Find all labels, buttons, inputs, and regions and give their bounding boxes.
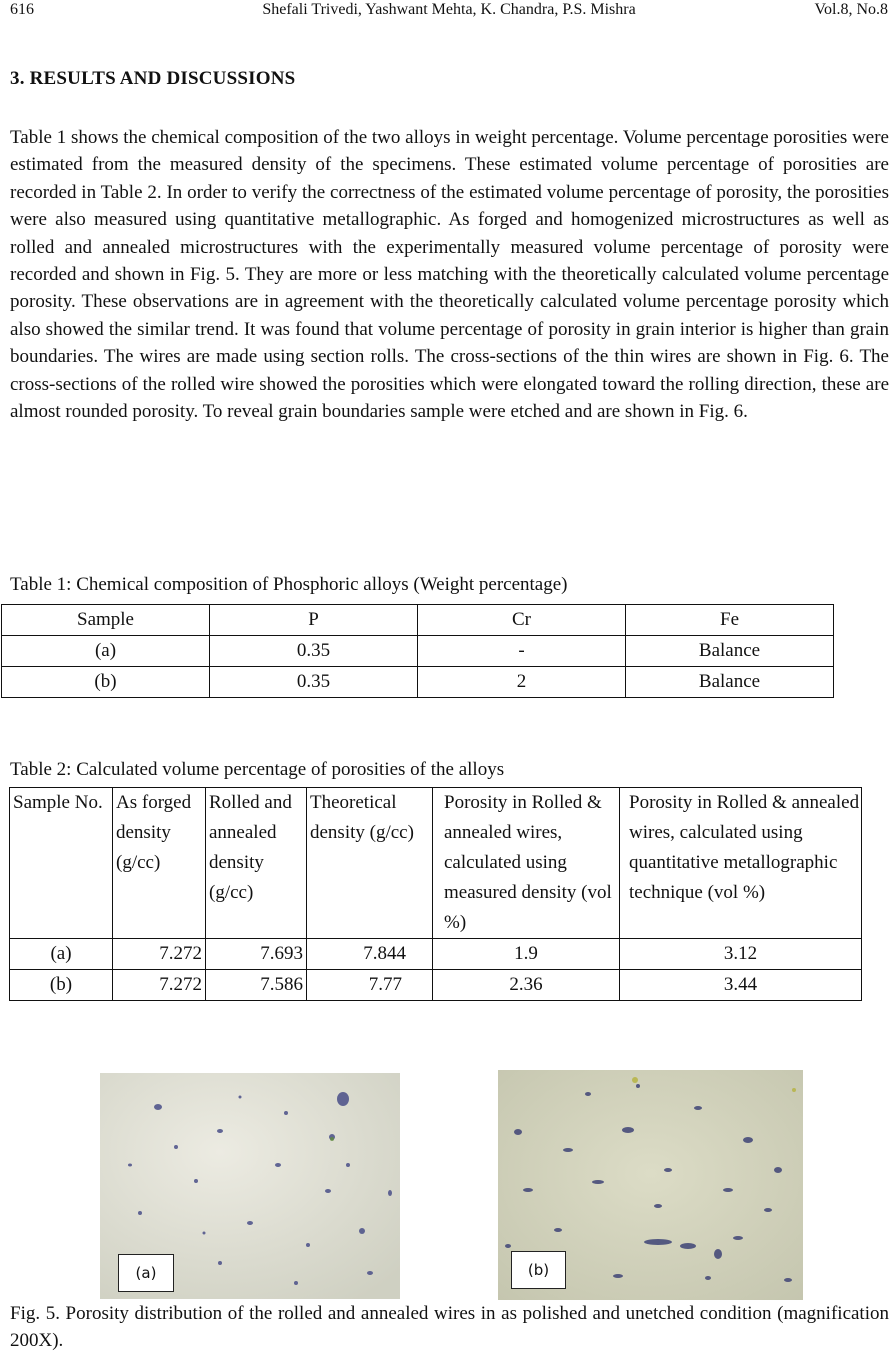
table-row xyxy=(2,667,834,698)
body-paragraph: Table 1 shows the chemical composition of the two alloys in weight percentage. Volume percentage porosities were estimated from the measured density of the specimens. These estimated volume percentage of porosities are recorded in Table 2. In order to verify the correctness of the estimated volume percentage of porosity, the porosities were also measured using quantitative metallographic. As forged and homogenized microstructures as well as rolled and annealed microstructures with the experimentally measured volume percentage of porosity were recorded and shown in Fig. 5. They are more or less matching with the theoretically calculated volume percentage porosity. These observations are in agreement with the theoretically calculated volume percentage porosity which also showed the similar trend. It was found that volume percentage of porosity in grain interior is higher than grain boundaries. The wires are made using section rolls. The cross-sections of the thin wires are shown in Fig. 6. The cross-sections of the rolled wire showed the porosities which were elongated toward the rolling direction, these are almost rounded porosity. To reveal grain boundaries sample were etched and are shown in Fig. 6. xyxy=(10,127,889,423)
table-cell: 7.844 xyxy=(307,939,433,970)
table2-caption: Table 2: Calculated volume percentage of porosities of the alloys xyxy=(10,759,505,780)
table-cell: 7.272 xyxy=(113,970,206,1001)
table-cell: 7.77 xyxy=(307,970,433,1001)
header-text: Rolled and annealed density (g/cc) xyxy=(209,792,292,903)
section-heading: 3. RESULTS AND DISCUSSIONS xyxy=(10,68,296,89)
table-cell: 3.12 xyxy=(620,939,862,970)
page-number: 616 xyxy=(10,1,34,18)
table-header-cell xyxy=(620,788,862,939)
table-row xyxy=(2,636,834,667)
table-cell: 7.272 xyxy=(113,939,206,970)
table1-caption: Table 1: Chemical composition of Phosphoric alloys (Weight percentage) xyxy=(10,574,568,595)
panel-b-label: (b) xyxy=(511,1251,566,1289)
table-cell: 2.36 xyxy=(433,970,620,1001)
journal-volume: Vol.8, No.8 xyxy=(814,1,888,18)
table-header-cell xyxy=(307,788,433,939)
table-cell: 1.9 xyxy=(433,939,620,970)
table-header-cell: P xyxy=(210,605,418,636)
composition-table xyxy=(1,604,834,698)
table-header-cell xyxy=(113,788,206,939)
table-row xyxy=(10,939,862,970)
table-header-cell: Cr xyxy=(418,605,626,636)
table-cell: (a) xyxy=(2,636,210,667)
header-text: Porosity in Rolled & annealed wires, calculated using quantitative metallographic technique (vol %) xyxy=(629,792,860,903)
table-cell: (b) xyxy=(2,667,210,698)
table-cell: 7.586 xyxy=(206,970,307,1001)
panel-a-label: (a) xyxy=(118,1254,174,1292)
table-cell: 7.693 xyxy=(206,939,307,970)
header-text: Theoretical density (g/cc) xyxy=(310,792,414,843)
running-authors: Shefali Trivedi, Yashwant Mehta, K. Chandra, P.S. Mishra xyxy=(262,1,636,18)
table-cell: Balance xyxy=(626,636,834,667)
table-cell: - xyxy=(418,636,626,667)
table-header-cell xyxy=(206,788,307,939)
table-cell: 0.35 xyxy=(210,636,418,667)
table-cell: 0.35 xyxy=(210,667,418,698)
table-header-cell xyxy=(10,788,113,939)
table-header-cell xyxy=(433,788,620,939)
figure-caption: Fig. 5. Porosity distribution of the rolled and annealed wires in as polished and unetched condition (magnification 200X). xyxy=(10,1303,889,1352)
porosity-table xyxy=(9,787,862,1001)
header-text: As forged density (g/cc) xyxy=(116,792,192,873)
table-header-cell: Sample xyxy=(2,605,210,636)
table-cell: (a) xyxy=(10,939,113,970)
header-text: Porosity in Rolled & annealed wires, calculated using measured density (vol %) xyxy=(444,792,612,933)
header-text: Sample No. xyxy=(13,792,103,813)
table-cell: Balance xyxy=(626,667,834,698)
table-header-row xyxy=(10,788,862,939)
table-header-row xyxy=(2,605,834,636)
table-row xyxy=(10,970,862,1001)
table-header-cell: Fe xyxy=(626,605,834,636)
page-header xyxy=(10,0,888,20)
table-cell: (b) xyxy=(10,970,113,1001)
table-cell: 3.44 xyxy=(620,970,862,1001)
table-cell: 2 xyxy=(418,667,626,698)
